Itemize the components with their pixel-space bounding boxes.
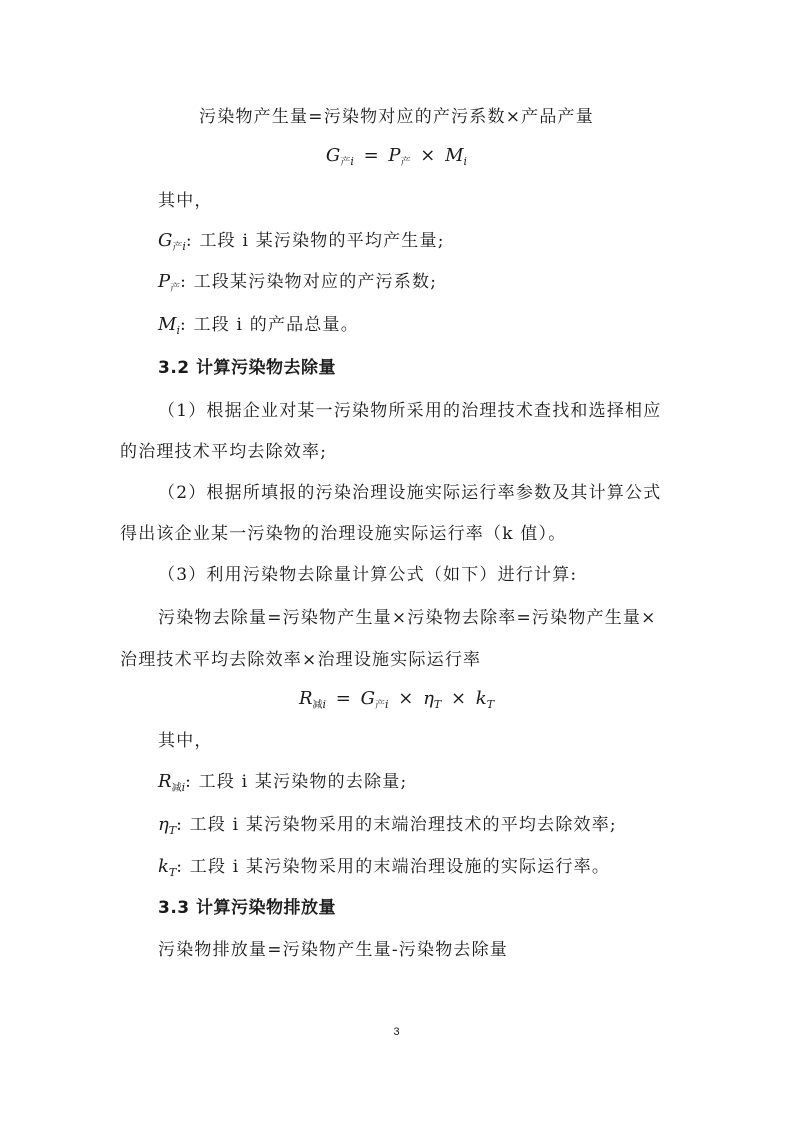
- eq2-text-line-2: 治理技术平均去除效率×治理设施实际运行率: [120, 650, 482, 670]
- symbol-g: G: [325, 145, 341, 166]
- eq1-text: 污染物产生量=污染物对应的产污系数×产品产量: [199, 107, 594, 127]
- page-number: 3: [393, 1026, 400, 1038]
- paragraph-3: （3）利用污染物去除量计算公式（如下）进行计算:: [158, 565, 578, 585]
- definition-k: $k_T$: 工段 i 某污染物采用的末端治理设施的实际运行率。: [158, 856, 611, 879]
- paragraph-1-line-2: 的治理技术平均去除效率;: [120, 442, 328, 462]
- definition-r: $R_{减i}$: 工段 i 某污染物的去除量;: [158, 771, 408, 794]
- symbol-g: G: [360, 688, 375, 709]
- eq3-text: 污染物排放量=污染物产生量-污染物去除量: [158, 940, 508, 960]
- where-label-1: 其中，: [158, 191, 213, 211]
- paragraph-2-line-2: 得出该企业某一污染物的治理设施实际运行率（k 值）。: [120, 524, 567, 544]
- symbol-r: R: [298, 688, 313, 709]
- where-label-2: 其中，: [158, 731, 213, 751]
- eq2-formula: $R_{减i} = G_{产i} \times \eta_T \times k_T$: [298, 688, 495, 711]
- definition-eta: $\eta_T$: 工段 i 某污染物采用的末端治理技术的平均去除效率;: [158, 814, 617, 837]
- section-heading-3-3: 3.3 计算污染物排放量: [158, 898, 337, 918]
- symbol-p: P: [388, 145, 401, 166]
- eq2-text-line-1: 污染物去除量=污染物产生量×污染物去除率=污染物产生量×: [158, 608, 657, 628]
- symbol-k: k: [475, 688, 487, 709]
- symbol-m: M: [445, 145, 464, 166]
- definition-p: $P_产$: 工段某污染物对应的产污系数;: [158, 271, 438, 294]
- symbol-eta: η: [423, 688, 434, 709]
- definition-g: $G_{产i}$: 工段 i 某污染物的平均产生量;: [158, 230, 445, 253]
- eq1-formula: $G_{产i} = P_产 \times M_i$: [325, 145, 468, 168]
- definition-m: $M_i$: 工段 i 的产品总量。: [158, 314, 359, 337]
- section-heading-3-2: 3.2 计算污染物去除量: [158, 358, 337, 378]
- paragraph-1-line-1: （1）根据企业对某一污染物所采用的治理技术查找和选择相应: [158, 401, 662, 421]
- paragraph-2-line-1: （2）根据所填报的污染治理设施实际运行率参数及其计算公式: [158, 483, 662, 503]
